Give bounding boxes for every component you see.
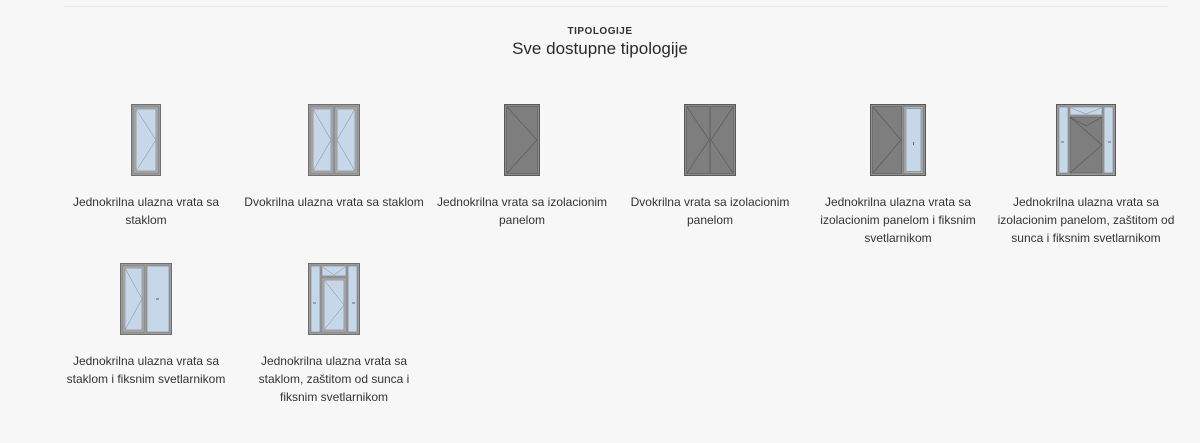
typology-card[interactable] [56,104,236,229]
double-panel-door-icon [684,104,736,176]
typology-card[interactable] [620,104,800,229]
glass-door-sidelight-icon [120,263,172,335]
typology-card[interactable] [808,104,988,247]
typology-label: Jednokrilna ulazna vrata sa izolacionim panelom, zaštitom od sunca i fiksnim svetlarnikom [997,195,1175,245]
typology-label: Jednokrilna ulazna vrata sa staklom, zaštitom od sunca i fiksnim svetlarnikom [258,354,410,404]
single-panel-door-icon [504,104,540,176]
panel-door-transom-sidelights-icon [1056,104,1116,176]
typology-label: Jednokrilna ulazna vrata sa izolacionim panelom i fiksnim svetlarnikom [820,195,976,245]
typology-label: Jednokrilna ulazna vrata sa staklom [72,195,220,227]
typology-card[interactable] [244,104,424,211]
top-divider [64,6,1168,7]
typology-label: Jednokrilna vrata sa izolacionim panelom [436,195,608,227]
single-glass-door-icon [131,104,161,176]
typology-card[interactable] [56,263,236,388]
section-kicker: TIPOLOGIJE [567,26,633,37]
typology-card[interactable] [244,263,424,406]
double-glass-door-icon [308,104,360,176]
typology-card[interactable] [432,104,612,229]
typology-label: Jednokrilna ulazna vrata sa staklom i fiksnim svetlarnikom [66,354,226,386]
glass-door-transom-sidelights-icon [308,263,360,335]
typology-label: Dvokrilna vrata sa izolacionim panelom [630,195,790,227]
typology-card[interactable] [996,104,1176,247]
section-title: Sve dostupne tipologije [512,39,688,58]
typology-label: Dvokrilna ulazna vrata sa staklom [244,195,424,209]
panel-door-sidelight-icon [870,104,926,176]
